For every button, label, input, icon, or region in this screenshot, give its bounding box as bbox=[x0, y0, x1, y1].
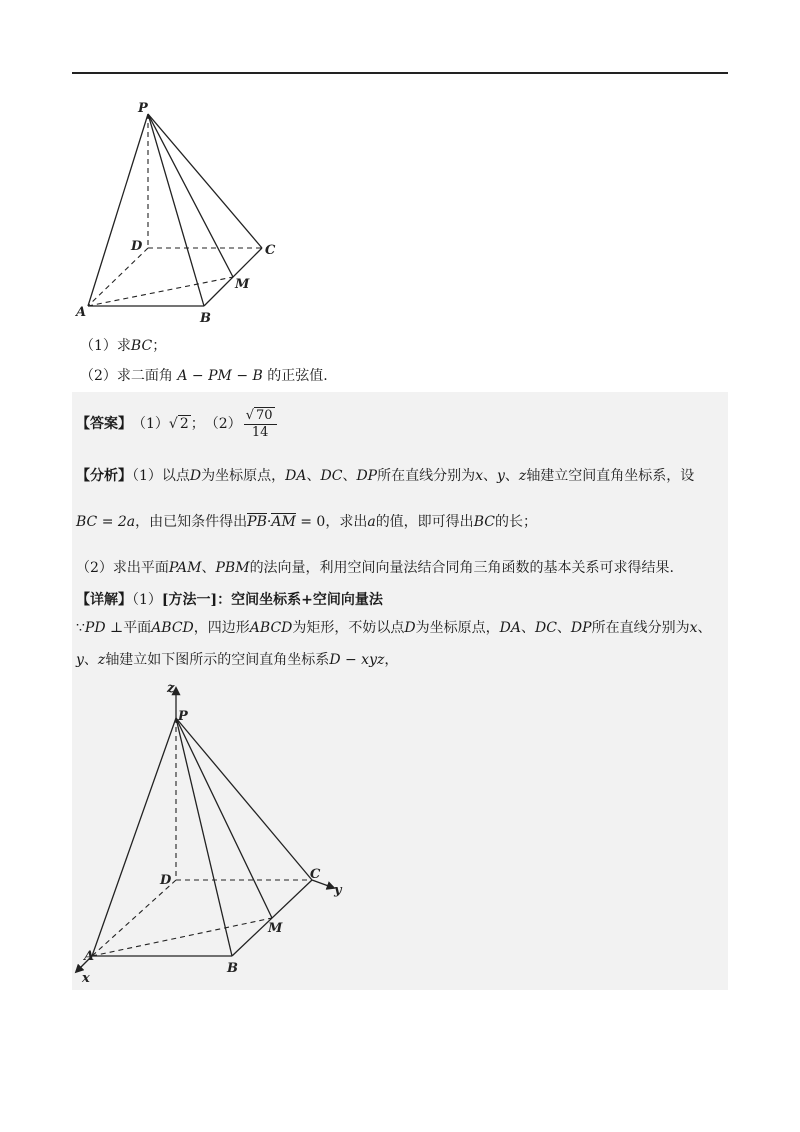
label-A: A bbox=[76, 305, 87, 320]
label2-M: M bbox=[268, 921, 283, 936]
label-P: P bbox=[138, 101, 148, 116]
edge2-PM bbox=[176, 718, 272, 918]
axis-label-x: x bbox=[82, 971, 90, 986]
label2-D: D bbox=[160, 873, 172, 888]
axis-label-z: z bbox=[167, 681, 175, 696]
edge2-PC bbox=[176, 718, 312, 880]
header-rule bbox=[72, 72, 728, 74]
label2-C: C bbox=[310, 867, 321, 882]
edge-AM bbox=[88, 277, 233, 306]
edge2-DA bbox=[92, 880, 176, 956]
label2-A: A bbox=[84, 949, 95, 964]
label-D: D bbox=[131, 239, 143, 254]
label-C: C bbox=[265, 243, 276, 258]
detail-line-3: y、z轴建立如下图所示的空间直角坐标系D − xyz， bbox=[76, 652, 399, 668]
label-B: B bbox=[200, 311, 211, 326]
answer-line: 【答案】 （1） √ 2 ； （2） $\frac{√ 70}{14}$ bbox=[76, 404, 279, 444]
edge2-BC bbox=[232, 880, 312, 956]
label-M: M bbox=[235, 277, 250, 292]
pyramid-figure-2 bbox=[72, 680, 362, 986]
label2-P: P bbox=[178, 709, 188, 724]
edge-PA bbox=[88, 114, 148, 306]
edge-PB bbox=[148, 114, 204, 306]
edge2-PB bbox=[176, 718, 232, 956]
answer-fraction: $\frac{√ 70}{14}$ bbox=[244, 408, 277, 441]
question-2: （2）求二面角 A − PM − B 的正弦值. bbox=[80, 368, 328, 384]
analysis-line-1: 【分析】（1）以点D为坐标原点，DA、DC、DP所在直线分别为x、y、z轴建立空间直角坐标系，设 bbox=[76, 468, 695, 484]
edge-PC bbox=[148, 114, 262, 248]
detail-line-2: ∵PD ⊥平面ABCD，四边形ABCD为矩形，不妨以点D为坐标原点，DA、DC、DP所在直线分别为x、 bbox=[76, 620, 712, 636]
analysis-line-2: BC = 2a，由已知条件得出PB·AM = 0，求出a的值，即可得出BC的长； bbox=[76, 514, 537, 530]
axis-label-y: y bbox=[334, 883, 342, 898]
analysis-line-3: （2）求出平面PAM、PBM的法向量，利用空间向量法结合同角三角函数的基本关系可求得结果. bbox=[76, 560, 675, 576]
edge2-AM bbox=[92, 918, 272, 956]
edge2-PA bbox=[92, 718, 176, 956]
detail-line-1: 【详解】（1）[方法一]：空间坐标系+空间向量法 bbox=[76, 592, 383, 608]
label2-B: B bbox=[227, 961, 238, 976]
pyramid-figure-1 bbox=[72, 98, 282, 330]
question-1: （1）求BC； bbox=[80, 338, 167, 354]
edge-PM bbox=[148, 114, 233, 277]
